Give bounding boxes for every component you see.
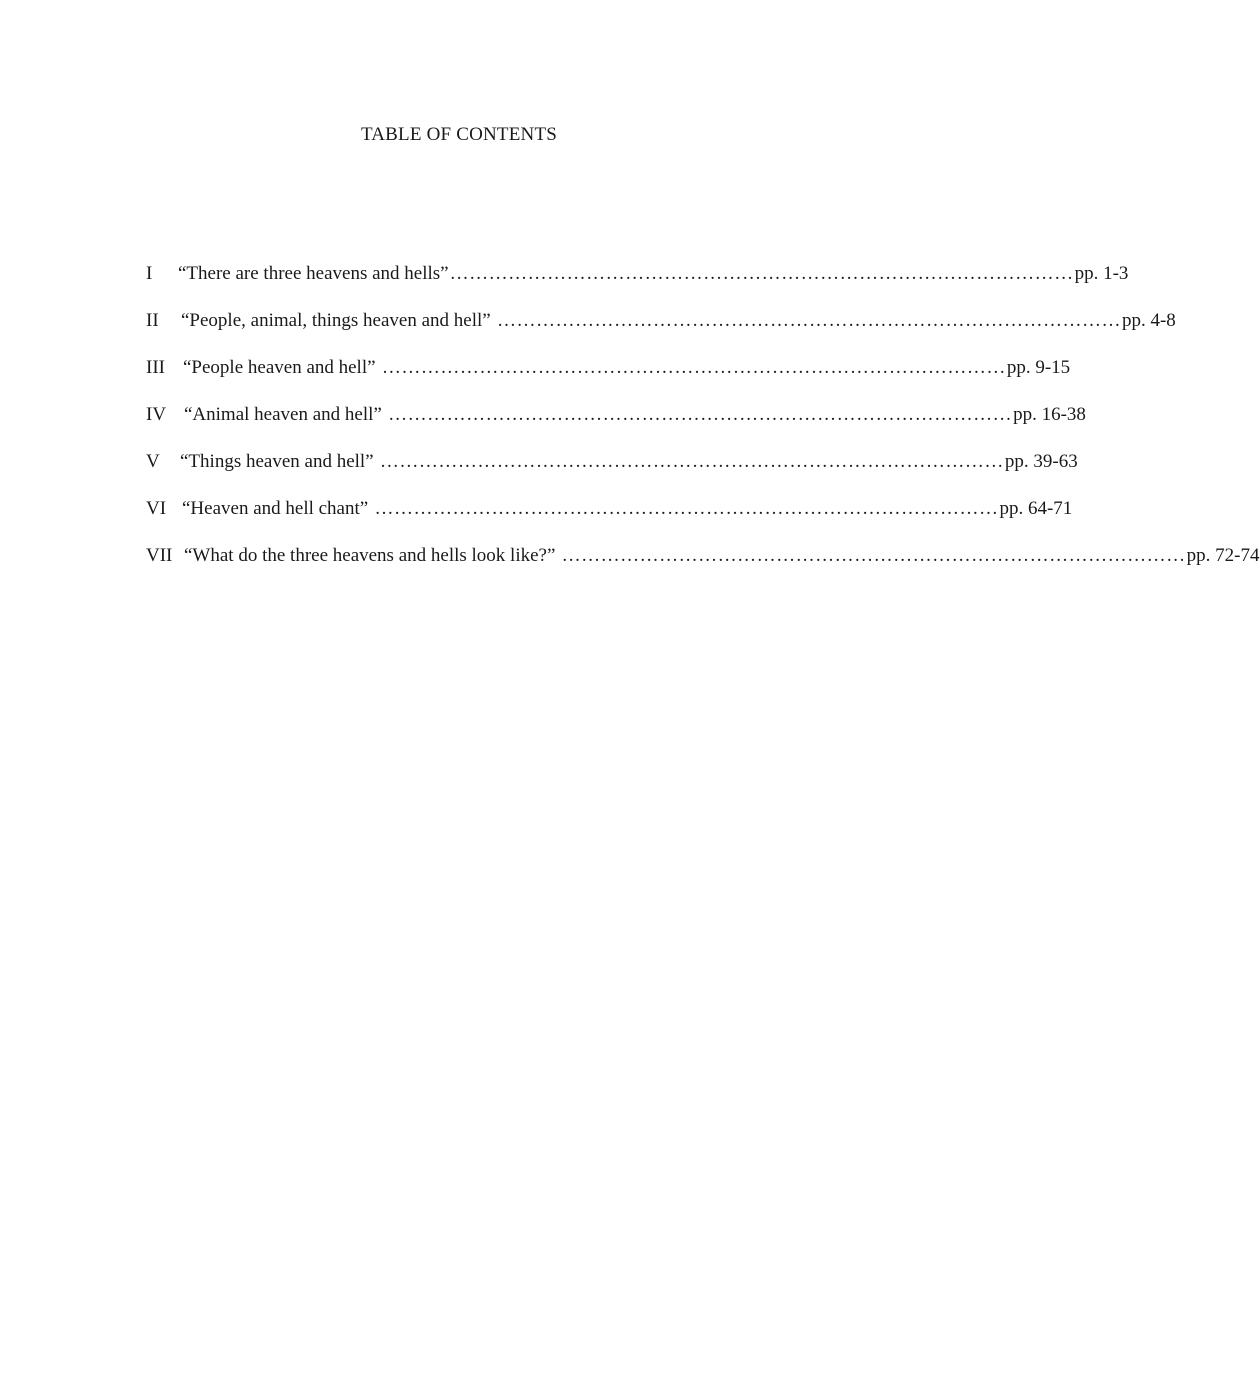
toc-entry-number: IV [146, 404, 167, 425]
toc-entry [146, 498, 1073, 545]
toc-entry [146, 451, 1078, 498]
toc-leader-dots: …………………………………………………………………………………… [556, 545, 1186, 566]
toc-entry-pages: pp. 16-38 [1013, 404, 1086, 425]
toc-entry [146, 545, 1260, 592]
toc-leader-dots: …………………………………………………………………………………… [369, 498, 999, 519]
toc-entry-title: “People heaven and hell” [183, 357, 376, 378]
toc-entry-title: “People, animal, things heaven and hell” [181, 310, 491, 331]
page-title: TABLE OF CONTENTS [360, 124, 558, 145]
toc-entry-title: “Heaven and hell chant” [182, 498, 369, 519]
toc-entry-number: II [146, 310, 159, 331]
toc-entry-title: “Things heaven and hell” [180, 451, 374, 472]
toc-entry-pages: pp. 4-8 [1121, 310, 1176, 331]
toc-entry [146, 357, 1071, 404]
toc-leader-dots: …………………………………………………………………………………… [374, 451, 1004, 472]
toc-entry [146, 263, 1129, 310]
toc-entry [146, 404, 1086, 451]
toc-entry [146, 310, 1176, 357]
toc-leader-dots: …………………………………………………………………………………… [382, 404, 1013, 425]
toc-entry-number: V [146, 451, 160, 472]
toc-entry-pages: pp. 39-63 [1004, 451, 1078, 472]
toc-entry-title: “There are three heavens and hells” [178, 263, 449, 284]
toc-entry-pages: pp. 64-71 [999, 498, 1073, 519]
toc-leader-dots: …………………………………………………………………………………… [376, 357, 1006, 378]
toc-entry-number: III [146, 357, 165, 378]
toc-entry-pages: pp. 9-15 [1006, 357, 1071, 378]
toc-entry-number: I [146, 263, 153, 284]
toc-entry-title: “Animal heaven and hell” [184, 404, 382, 425]
toc-leader-dots: …………………………………………………………………………………… [491, 310, 1121, 331]
toc-leader-dots: …………………………………………………………………………………… [449, 263, 1074, 284]
toc-entry-pages: pp. 72-74 [1186, 545, 1260, 566]
toc-list [146, 263, 1260, 592]
toc-entry-number: VI [146, 498, 167, 519]
toc-entry-title: “What do the three heavens and hells look like?” [184, 545, 556, 566]
toc-entry-pages: pp. 1-3 [1074, 263, 1129, 284]
toc-entry-number: VII [146, 545, 173, 566]
